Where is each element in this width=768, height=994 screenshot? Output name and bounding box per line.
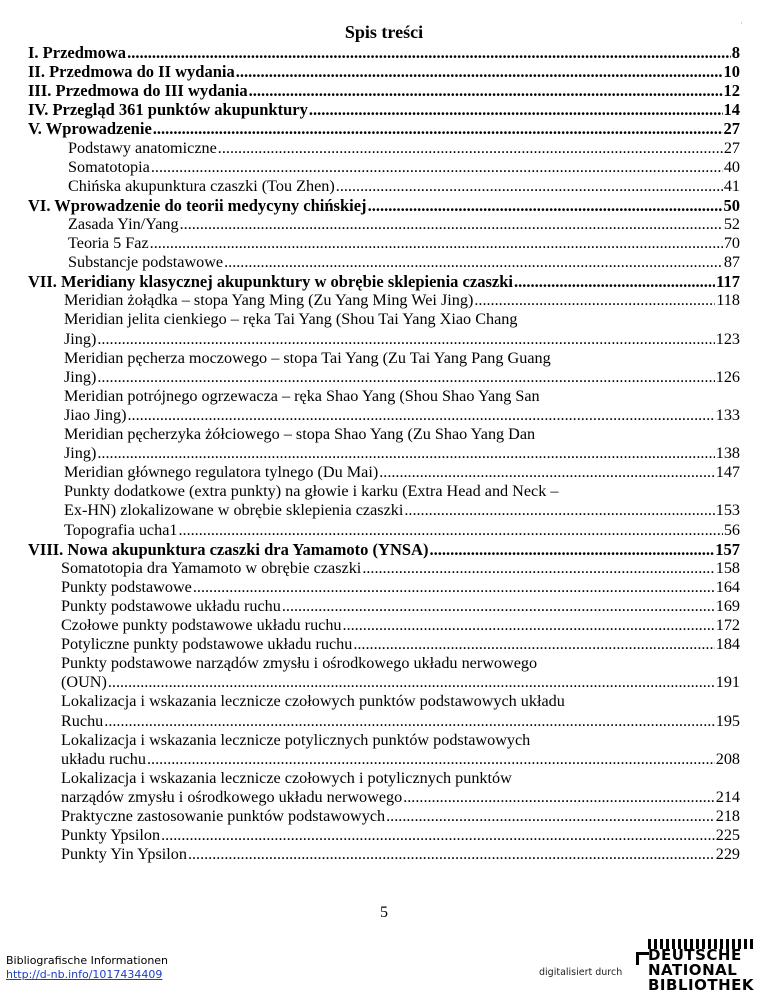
toc-entry-title: Somatotopia dra Yamamoto w obrębie czaszki bbox=[61, 558, 362, 577]
toc-entry[interactable] bbox=[64, 368, 740, 387]
dot-leader bbox=[386, 807, 715, 826]
toc-entry[interactable] bbox=[61, 712, 740, 731]
dot-leader bbox=[309, 100, 723, 119]
toc-entry[interactable] bbox=[64, 406, 740, 425]
toc-entry-page: 147 bbox=[715, 463, 740, 482]
toc-entry[interactable] bbox=[64, 501, 740, 520]
toc-entry[interactable] bbox=[28, 119, 740, 138]
toc-entry-page: 126 bbox=[715, 367, 740, 386]
dot-leader bbox=[97, 368, 714, 387]
toc-entry-line1: Punkty podstawowe narządów zmysłu i ośrodkowego układu nerwowego bbox=[61, 654, 538, 673]
dot-leader bbox=[104, 712, 714, 731]
toc-entry-title: (OUN) bbox=[61, 673, 107, 692]
toc-entry-page: 27 bbox=[723, 119, 740, 139]
toc-entry[interactable] bbox=[64, 521, 740, 540]
dot-leader bbox=[343, 616, 715, 635]
toc-entry-line1: Lokalizacja i wskazania lecznicze potylicznych punktów podstawowych bbox=[61, 730, 531, 749]
toc-entry[interactable] bbox=[61, 597, 740, 616]
toc-entry-title: układu ruchu bbox=[61, 749, 146, 768]
dot-leader bbox=[128, 406, 715, 425]
toc-entry-page: 12 bbox=[723, 81, 740, 101]
toc-entry-page: 14 bbox=[723, 100, 740, 120]
toc-entry-title: VII. Meridiany klasycznej akupunktury w obrębie sklepienia czaszki bbox=[28, 272, 513, 292]
toc-entry-line1: Meridian pęcherza moczowego – stopa Tai Yang (Zu Tai Yang Pang Guang bbox=[64, 348, 551, 367]
toc-entry[interactable] bbox=[64, 463, 740, 482]
toc-entry-page: 225 bbox=[715, 826, 740, 845]
toc-entry-title: Punkty Ypsilon bbox=[61, 826, 161, 845]
page-title: Spis treści bbox=[344, 22, 424, 42]
toc-entry-page: 70 bbox=[723, 234, 740, 252]
toc-entry-page: 164 bbox=[715, 577, 740, 596]
dot-leader bbox=[514, 272, 715, 291]
toc-entry-title: Punkty Yin Ypsilon bbox=[61, 845, 187, 864]
toc-entry-page: 10 bbox=[723, 62, 740, 82]
toc-entry[interactable] bbox=[61, 826, 740, 845]
toc-entry-title: Ruchu bbox=[61, 711, 104, 730]
toc-entry-title: Punkty podstawowe bbox=[61, 577, 192, 596]
toc-entry[interactable] bbox=[28, 196, 740, 215]
toc-entry-title: Potyliczne punkty podstawowe układu ruchu bbox=[61, 635, 353, 654]
toc-entry-page: 56 bbox=[723, 520, 740, 539]
toc-entry[interactable] bbox=[61, 559, 740, 578]
toc-entry-page: 41 bbox=[723, 176, 740, 195]
toc-entry[interactable] bbox=[61, 845, 740, 864]
toc-entry-line1: Lokalizacja i wskazania lecznicze czołowych punktów podstawowych układu bbox=[61, 692, 565, 711]
dot-leader bbox=[151, 158, 723, 177]
toc-entry-title: III. Przedmowa do III wydania bbox=[28, 81, 248, 101]
toc-entry-page: 138 bbox=[715, 444, 740, 463]
toc-entry-page: 157 bbox=[715, 539, 740, 559]
toc-entry[interactable] bbox=[68, 177, 740, 196]
bibliographic-info bbox=[6, 954, 168, 982]
toc-entry-title: Topografia ucha1 bbox=[64, 520, 178, 539]
dot-leader bbox=[108, 673, 715, 692]
toc-entry[interactable] bbox=[68, 139, 740, 158]
dnb-logo-line2: NATIONAL bbox=[648, 961, 738, 979]
toc-entry[interactable] bbox=[64, 444, 740, 463]
toc-entry[interactable] bbox=[61, 807, 740, 826]
toc-entry[interactable] bbox=[68, 234, 740, 253]
toc-entry-page: 40 bbox=[723, 157, 740, 176]
toc-entry-page: 191 bbox=[715, 673, 740, 692]
dot-leader bbox=[150, 234, 723, 253]
dot-leader bbox=[403, 788, 715, 807]
toc-entry-page: 229 bbox=[715, 845, 740, 864]
dot-leader bbox=[178, 521, 722, 540]
toc-entry-line1: Meridian potrójnego ogrzewacza – ręka Shao Yang (Shou Shao Yang San bbox=[64, 386, 540, 405]
toc-entry-title: Substancje podstawowe bbox=[68, 253, 224, 272]
dot-leader bbox=[127, 43, 731, 62]
page-number: 5 bbox=[380, 904, 388, 921]
dot-leader bbox=[404, 501, 714, 520]
toc-entry[interactable] bbox=[28, 43, 740, 62]
toc-entry[interactable] bbox=[68, 215, 740, 234]
toc-entry-page: 117 bbox=[716, 272, 740, 292]
toc-entry-page: 172 bbox=[715, 616, 740, 634]
dot-leader bbox=[153, 119, 723, 138]
toc-entry-page: 87 bbox=[723, 253, 740, 272]
dot-leader bbox=[236, 62, 723, 81]
dot-leader bbox=[282, 597, 715, 616]
toc-entry-page: 169 bbox=[715, 596, 740, 615]
dot-leader bbox=[188, 845, 715, 864]
dot-leader bbox=[379, 463, 715, 482]
toc-entry-title: Jing) bbox=[64, 367, 97, 386]
toc-entry[interactable] bbox=[28, 272, 740, 291]
toc-entry-title: Czołowe punkty podstawowe układu ruchu bbox=[61, 616, 342, 634]
toc-entry[interactable] bbox=[28, 540, 740, 559]
toc-entry-title: Chińska akupunktura czaszki (Tou Zhen) bbox=[68, 176, 335, 195]
dot-leader bbox=[193, 578, 715, 597]
toc-entry-page: 208 bbox=[715, 749, 740, 768]
toc-entry[interactable] bbox=[61, 635, 740, 654]
toc-entry-page: 158 bbox=[715, 558, 740, 577]
dot-leader bbox=[368, 196, 723, 215]
toc-entry-title: I. Przedmowa bbox=[28, 43, 127, 62]
toc-entry[interactable] bbox=[61, 673, 740, 692]
dot-leader bbox=[180, 215, 723, 234]
toc-entry-page: 133 bbox=[715, 405, 740, 424]
toc-entry-page: 123 bbox=[715, 329, 740, 348]
toc-entry-page: 50 bbox=[723, 195, 740, 215]
toc-entry[interactable] bbox=[64, 291, 740, 310]
dot-leader bbox=[97, 330, 714, 349]
scan-dot-mark: · bbox=[740, 18, 743, 28]
toc-entry-title: IV. Przegląd 361 punktów akupunktury bbox=[28, 100, 308, 120]
bibliographic-info-label: Bibliografische Informationen bbox=[6, 954, 169, 967]
toc-entry-title: Zasada Yin/Yang bbox=[68, 214, 179, 233]
toc-entry-title: Somatotopia bbox=[68, 157, 150, 176]
toc-entry-page: 8 bbox=[731, 43, 740, 62]
toc-entry-page: 218 bbox=[715, 807, 740, 825]
toc-entry-title: VI. Wprowadzenie do teorii medycyny chińskiej bbox=[28, 195, 367, 215]
toc-entry-title: Teoria 5 Faz bbox=[68, 234, 149, 252]
table-of-contents bbox=[0, 43, 768, 903]
toc-entry-line1: Punkty dodatkowe (extra punkty) na głowie i karku (Extra Head and Neck – bbox=[64, 482, 559, 501]
toc-entry-title: Praktyczne zastosowanie punktów podstawowych bbox=[61, 807, 386, 825]
dot-leader bbox=[218, 139, 723, 158]
dnb-logo-line1: DEUTSCHE bbox=[648, 946, 742, 964]
toc-entry-line1: Meridian jelita cienkiego – ręka Tai Yang (Shou Tai Yang Xiao Chang bbox=[64, 310, 518, 329]
toc-entry[interactable] bbox=[28, 100, 740, 119]
toc-entry-title: Jing) bbox=[64, 329, 97, 348]
digitalized-by-label: digitalisiert durch bbox=[539, 967, 623, 978]
dot-leader bbox=[147, 750, 715, 769]
toc-entry-title: narządów zmysłu i ośrodkowego układu nerwowego bbox=[61, 787, 403, 806]
toc-entry-page: 153 bbox=[715, 501, 740, 520]
toc-entry[interactable] bbox=[68, 253, 740, 272]
toc-entry-page: 52 bbox=[723, 214, 740, 233]
toc-entry-title: Punkty podstawowe układu ruchu bbox=[61, 596, 281, 615]
toc-entry[interactable] bbox=[68, 158, 740, 177]
dnb-logo bbox=[636, 937, 760, 992]
dnb-logo-line3: BIBLIOTHEK bbox=[648, 976, 754, 994]
toc-entry-title: Meridian głównego regulatora tylnego (Du Mai) bbox=[64, 463, 379, 482]
toc-entry-title: VIII. Nowa akupunktura czaszki dra Yamamoto (YNSA) bbox=[28, 539, 429, 559]
toc-entry-title: V. Wprowadzenie bbox=[28, 119, 152, 139]
toc-entry-title: Ex-HN) zlokalizowane w obrębie sklepienia czaszki bbox=[64, 501, 404, 520]
toc-entry[interactable] bbox=[61, 750, 740, 769]
toc-entry-line1: Lokalizacja i wskazania lecznicze czołowych i potylicznych punktów bbox=[61, 768, 512, 787]
dot-leader bbox=[429, 540, 714, 559]
toc-entry-page: 118 bbox=[716, 291, 740, 310]
toc-entry-title: Meridian żołądka – stopa Yang Ming (Zu Yang Ming Wei Jing) bbox=[64, 291, 474, 310]
toc-entry[interactable] bbox=[28, 81, 740, 100]
toc-entry-page: 184 bbox=[715, 635, 740, 654]
toc-entry-page: 214 bbox=[715, 787, 740, 806]
dot-leader bbox=[353, 635, 714, 654]
toc-entry-title: Podstawy anatomiczne bbox=[68, 138, 217, 157]
dot-leader bbox=[97, 444, 714, 463]
toc-entry[interactable] bbox=[61, 616, 740, 635]
toc-entry[interactable] bbox=[64, 330, 740, 349]
dot-leader bbox=[336, 177, 723, 196]
toc-entry-line1: Meridian pęcherzyka żółciowego – stopa Shao Yang (Zu Shao Yang Dan bbox=[64, 425, 536, 443]
toc-entry-title: II. Przedmowa do II wydania bbox=[28, 62, 235, 82]
toc-entry[interactable] bbox=[28, 62, 740, 81]
dnb-info-link[interactable]: http://d-nb.info/1017434409 bbox=[6, 968, 163, 981]
toc-entry-title: Jing) bbox=[64, 444, 97, 463]
toc-entry[interactable] bbox=[61, 578, 740, 597]
toc-entry-page: 27 bbox=[723, 138, 740, 157]
dot-leader bbox=[362, 559, 714, 578]
toc-entry-title: Jiao Jing) bbox=[64, 405, 127, 424]
dot-leader bbox=[474, 291, 715, 310]
toc-entry-page: 195 bbox=[715, 711, 740, 730]
dot-leader bbox=[249, 81, 723, 100]
toc-entry[interactable] bbox=[61, 788, 740, 807]
dot-leader bbox=[224, 253, 723, 272]
dot-leader bbox=[161, 826, 715, 845]
